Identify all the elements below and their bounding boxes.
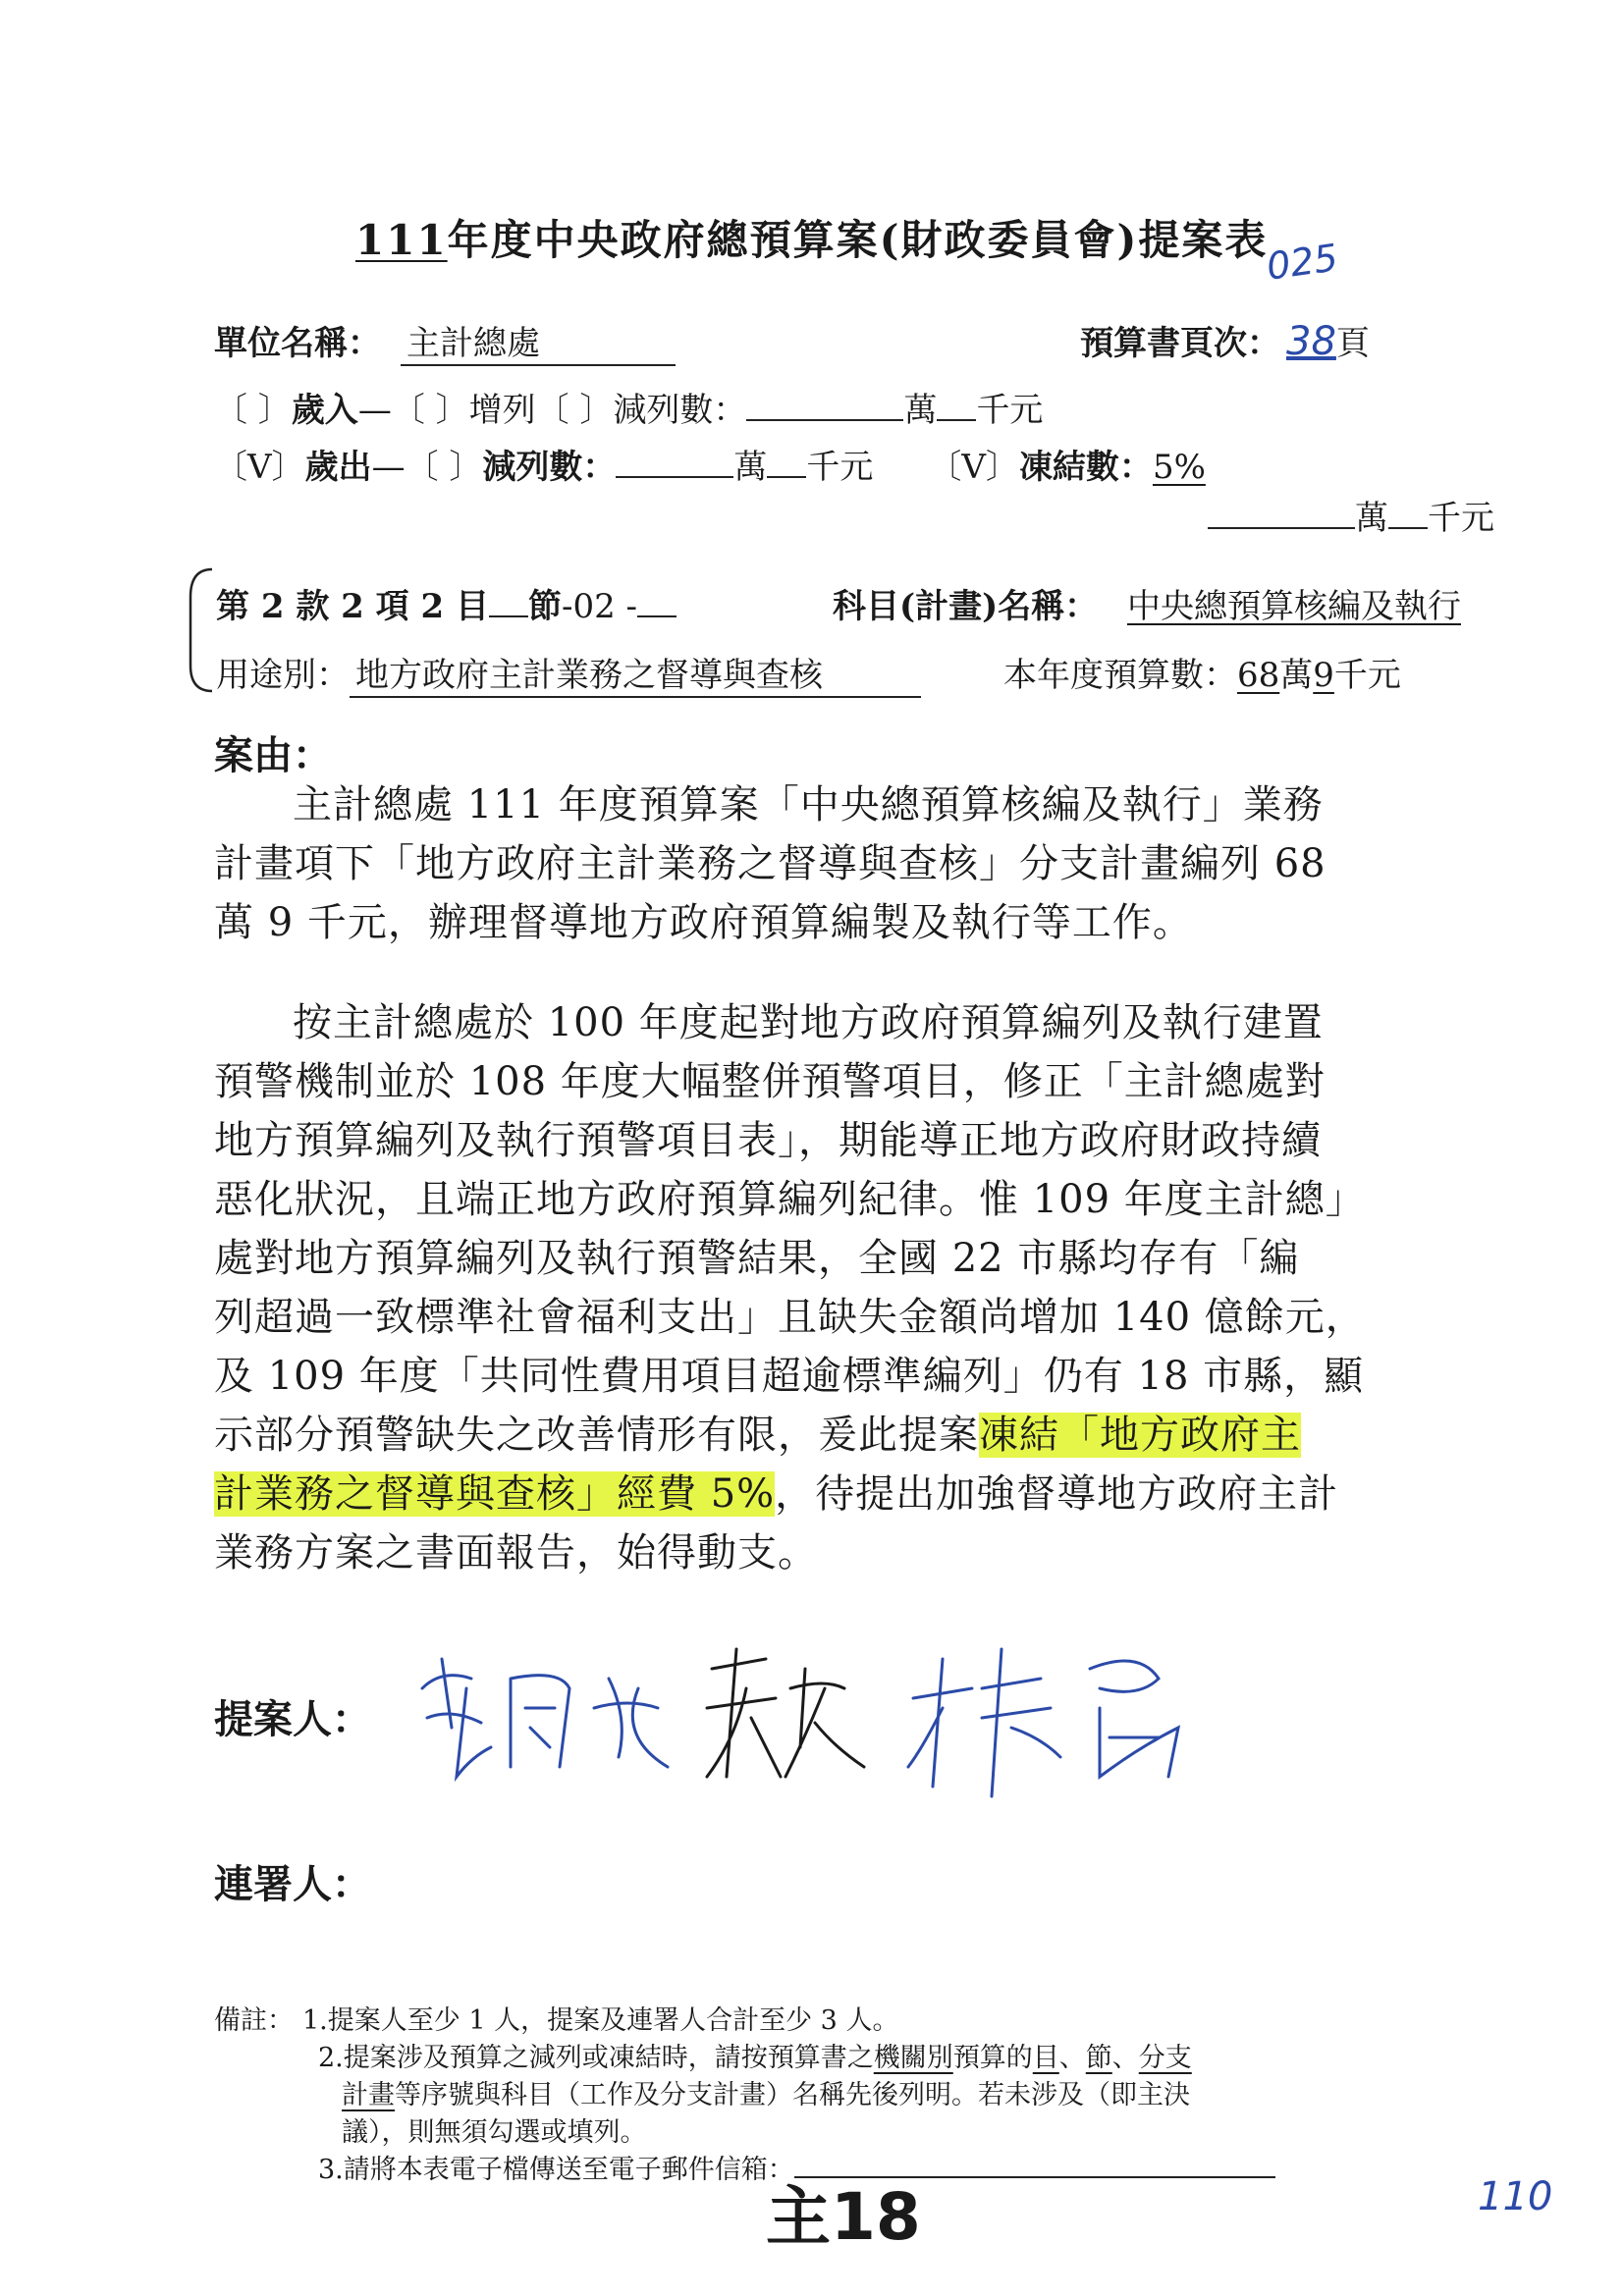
note-text: 分支 xyxy=(1138,2043,1192,2073)
expense-qian-blank[interactable] xyxy=(767,476,806,478)
note-1: 1.提案人至少 1 人，提案及連署人合計至少 3 人。 xyxy=(302,2005,899,2036)
reason-line: 按主計總處於 100 年度起對地方政府預算編列及執行建置 xyxy=(293,1000,1324,1045)
note-text: 計畫 xyxy=(342,2080,395,2110)
jie-label: 節 xyxy=(528,587,562,626)
expense-label: 歲出 xyxy=(304,448,372,487)
usage-label: 用途別： xyxy=(216,656,350,695)
reason-line xyxy=(214,1465,1366,1523)
reason-line: 預警機制並於 108 年度大幅整併預警項目，修正「主計總處對 xyxy=(214,1059,1326,1104)
note-text: 預算的 xyxy=(952,2043,1033,2073)
usage-row xyxy=(216,648,921,698)
subject-name: 中央總預算核編及執行 xyxy=(1127,587,1461,626)
note-text: 目 xyxy=(1032,2043,1059,2073)
reason-line: 業務方案之書面報告，始得動支。 xyxy=(214,1530,818,1575)
jie-value: -02 - xyxy=(562,587,638,626)
reason-line: 列超過一致標準社會福利支出」且缺失金額尚增加 140 億餘元， xyxy=(214,1295,1366,1340)
reason-line: 處對地方預算編列及執行預警結果，全國 22 市縣均存有「編 xyxy=(214,1236,1300,1281)
handwritten-number: 025 xyxy=(1264,236,1341,289)
budget-label: 本年度預算數： xyxy=(1003,656,1237,695)
reason-line: 計畫項下「地方政府主計業務之督導與查核」分支計畫編列 68 xyxy=(214,841,1326,886)
highlighted-text: 凍結「地方政府主 xyxy=(979,1413,1301,1458)
freeze-wan-blank[interactable] xyxy=(1208,527,1355,529)
form-title xyxy=(355,208,1268,267)
jie-blank[interactable] xyxy=(637,615,677,617)
expense-row xyxy=(214,440,1206,488)
mu-blank[interactable] xyxy=(489,615,528,617)
income-checkbox[interactable]: 〔 〕 xyxy=(214,391,292,430)
note-2-end: 議），則無須勾選或填列。 xyxy=(342,2117,647,2148)
proposer-label: 提案人： xyxy=(214,1696,371,1742)
expense-reduce-label: 減列數： xyxy=(482,448,617,487)
freeze-qian-blank[interactable] xyxy=(1388,527,1428,529)
reason-paragraph-1 xyxy=(214,775,1326,952)
unit-value xyxy=(401,316,676,366)
unit-name: 主計總處 xyxy=(401,316,676,366)
note-text: 3.請將本表電子檔傳送至電子郵件信箱： xyxy=(318,2155,794,2185)
note-text: 機關別 xyxy=(873,2043,953,2073)
freeze-value: 5% xyxy=(1152,448,1206,487)
notes-label: 備註： xyxy=(214,2005,294,2036)
reason-line: 及 109 年度「共同性費用項目超逾標準編列」仍有 18 市縣，顯 xyxy=(214,1354,1365,1399)
income-label: 歲入 xyxy=(291,391,358,430)
qian-unit: 千元 xyxy=(806,448,874,487)
proposer-signatures xyxy=(412,1629,1218,1806)
budget-wan: 68 xyxy=(1237,656,1280,695)
expense-wan-blank[interactable] xyxy=(616,476,733,478)
usage-value: 地方政府主計業務之督導與查核 xyxy=(350,648,921,698)
note-text: 2.提案涉及預算之減列或凍結時，請按預算書之 xyxy=(318,2043,874,2073)
item-row xyxy=(216,579,677,627)
budget-qian: 9 xyxy=(1313,656,1334,695)
add-checkbox[interactable]: 〔 〕 xyxy=(391,391,469,430)
add-label: 增列 xyxy=(468,391,536,430)
handwritten-page-mark: 主18 xyxy=(766,2179,921,2255)
reduce-label: 減列數： xyxy=(613,391,747,430)
page-value: 38 xyxy=(1286,319,1336,364)
note-2-cont xyxy=(302,2077,1275,2114)
freeze-label: 凍結數： xyxy=(1018,448,1153,487)
wan-unit: 萬 xyxy=(733,448,768,487)
handwritten-number-bottom: 110 xyxy=(1478,2174,1553,2219)
expense-checkbox[interactable]: 〔V〕 xyxy=(214,448,305,487)
reduce-wan-blank[interactable] xyxy=(746,419,903,421)
budget-row xyxy=(1003,648,1401,696)
reason-label: 案由： xyxy=(214,732,332,778)
reason-line xyxy=(214,1406,1366,1465)
item-kuan: 第 2 款 2 項 2 目 xyxy=(216,587,489,626)
income-row xyxy=(214,383,1043,431)
item-bracket xyxy=(187,567,216,695)
reason-line: 惡化狀況，且端正地方政府預算編列紀律。惟 109 年度主計總」 xyxy=(214,1177,1366,1222)
unit-label: 單位名稱： xyxy=(214,324,381,363)
subject-value xyxy=(1127,579,1461,627)
reduce-checkbox[interactable]: 〔 〕 xyxy=(535,391,614,430)
title-text: 年度中央政府總預算案(財政委員會)提案表 xyxy=(447,216,1269,264)
qian-unit: 千元 xyxy=(976,391,1044,430)
highlighted-text: 計業務之督導與查核」經費 5% xyxy=(214,1471,776,1517)
reason-line: 地方預算編列及執行預警項目表」，期能導正地方政府財政持續 xyxy=(214,1118,1322,1163)
reason-text: ，待提出加強督導地方政府主計 xyxy=(775,1471,1339,1517)
freeze-amount-row xyxy=(1208,491,1494,539)
reason-line: 主計總處 111 年度預算案「中央總預算核編及執行」業務 xyxy=(293,782,1324,828)
dash: — xyxy=(357,391,392,430)
note-2 xyxy=(302,2040,1275,2077)
wan-unit: 萬 xyxy=(903,391,938,430)
page-label: 預算書頁次： xyxy=(1080,324,1280,363)
note-text: 節 xyxy=(1085,2043,1112,2073)
reason-text: 示部分預警缺失之改善情形有限，爰此提案 xyxy=(214,1413,979,1458)
freeze-checkbox[interactable]: 〔V〕 xyxy=(928,448,1019,487)
title-year: 111 xyxy=(355,216,448,264)
wan-unit: 萬 xyxy=(1355,499,1388,538)
page-number xyxy=(1286,316,1370,364)
dash: — xyxy=(371,448,406,487)
cosigner-label: 連署人： xyxy=(214,1861,371,1907)
subject-label: 科目(計畫)名稱： xyxy=(833,587,1099,626)
budget-qian-unit: 千元 xyxy=(1333,656,1401,695)
reduce-qian-blank[interactable] xyxy=(937,419,976,421)
qian-unit: 千元 xyxy=(1428,499,1494,538)
reason-line: 萬 9 千元，辦理督導地方政府預算編製及執行等工作。 xyxy=(214,900,1193,945)
note-text: 等序號與科目（工作及分支計畫）名稱先後列明。若未涉及（即主決 xyxy=(395,2080,1190,2110)
notes-block xyxy=(302,2002,1275,2189)
note-text: 、 xyxy=(1058,2043,1086,2073)
note-text: 、 xyxy=(1111,2043,1139,2073)
page-suffix: 頁 xyxy=(1335,324,1370,363)
budget-wan-unit: 萬 xyxy=(1279,656,1314,695)
reason-paragraph-2 xyxy=(214,993,1366,1582)
expense-reduce-checkbox[interactable]: 〔 〕 xyxy=(405,448,483,487)
